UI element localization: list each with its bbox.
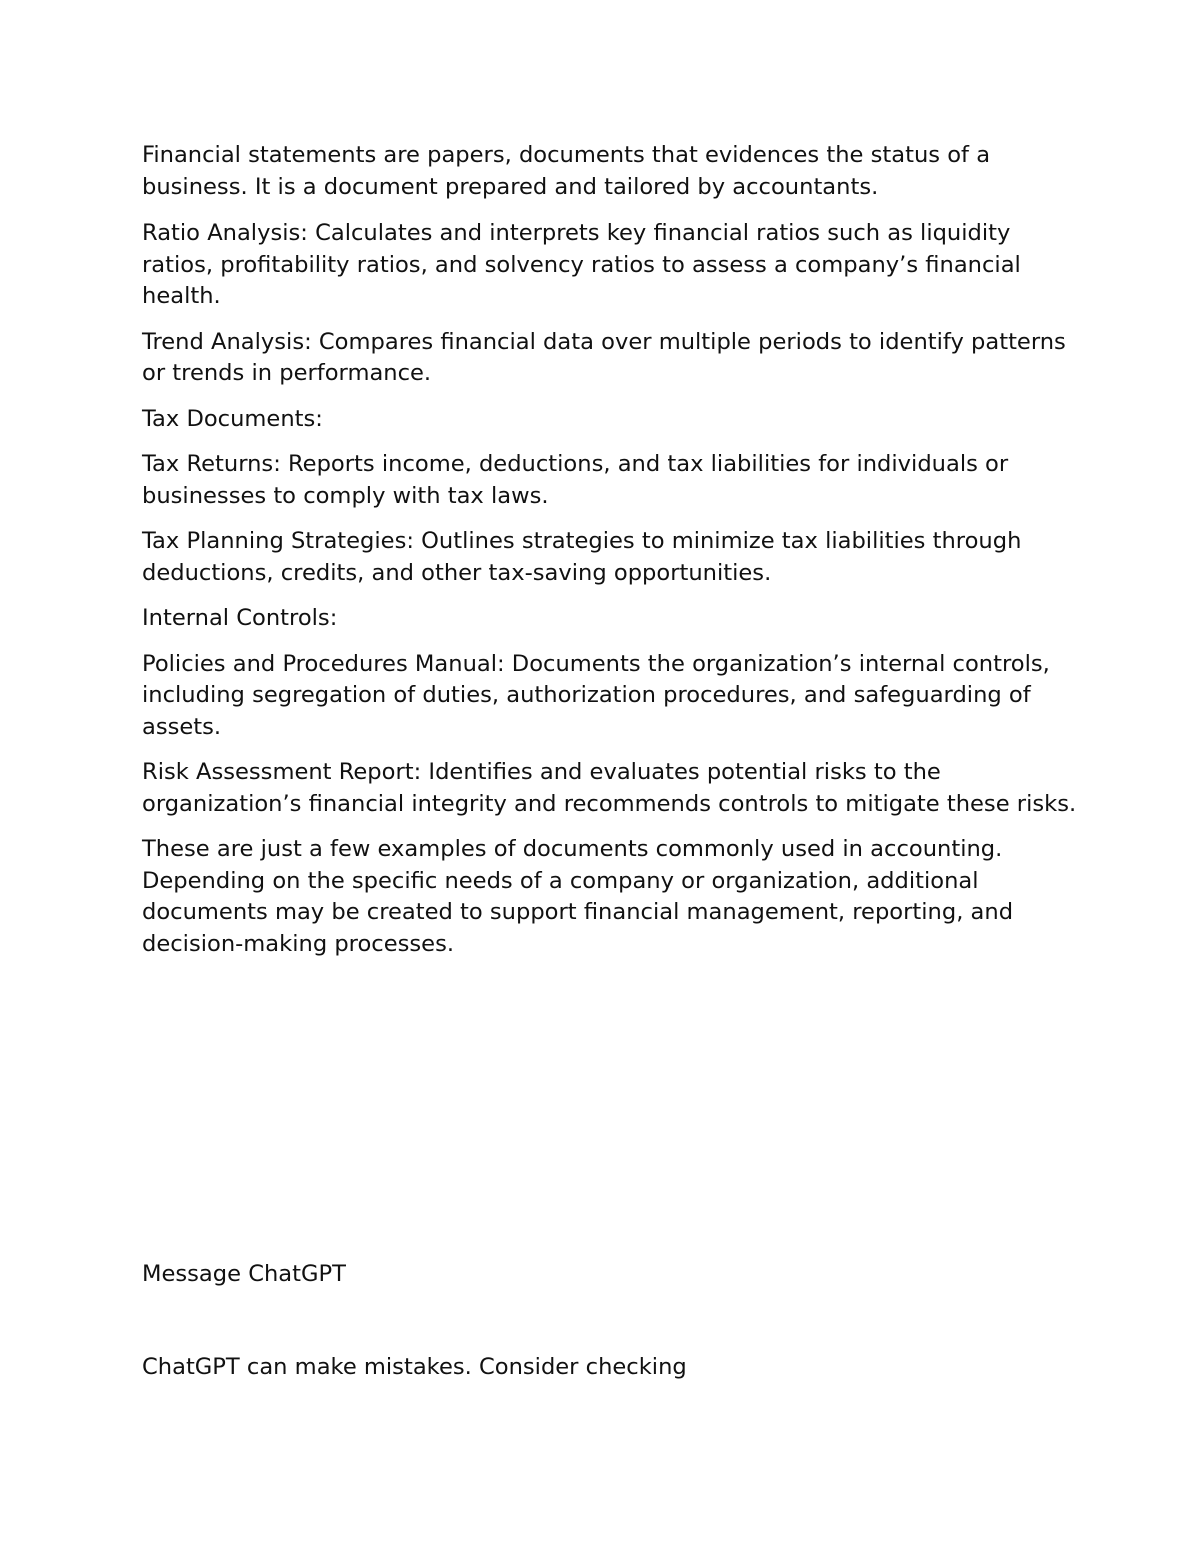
heading-internal-controls: Internal Controls: (142, 605, 338, 631)
paragraph-policies-manual: Policies and Procedures Manual: Documents the organization’s internal controls, including segregation of duties, authorization procedures, and safeguarding of assets. (142, 650, 1050, 740)
heading-tax-documents: Tax Documents: (142, 405, 323, 432)
paragraph-conclusion: These are just a few examples of documents commonly used in accounting. Depending on the specific needs of a company or organization, additional documents may be created to support financial management, reporting, and decision-making processes. (142, 836, 1014, 957)
paragraph-tax-returns: Tax Returns: Reports income, deductions, and tax liabilities for individuals or businesses to comply with tax laws. (142, 451, 1009, 509)
message-prompt-text: Message ChatGPT (142, 1261, 346, 1287)
paragraph-ratio-analysis: Ratio Analysis: Calculates and interprets key financial ratios such as liquidity ratios, profitability ratios, and solvency ratios to assess a company’s financial health. (142, 220, 1021, 309)
paragraph-financial-statements: Financial statements are papers, documents that evidences the status of a business. It is a document prepared and tailored by accountants. (142, 142, 991, 200)
paragraph-trend-analysis: Trend Analysis: Compares financial data over multiple periods to identify patterns or trends in performance. (142, 328, 1066, 386)
paragraph-risk-assessment: Risk Assessment Report: Identifies and evaluates potential risks to the organization’s financial integrity and recommends controls to mitigate these risks. (142, 759, 1077, 817)
document-body (142, 140, 1077, 974)
disclaimer-text: ChatGPT can make mistakes. Consider checking (142, 1354, 687, 1380)
paragraph-tax-planning: Tax Planning Strategies: Outlines strategies to minimize tax liabilities through deductions, credits, and other tax-saving opportunities. (142, 528, 1022, 586)
